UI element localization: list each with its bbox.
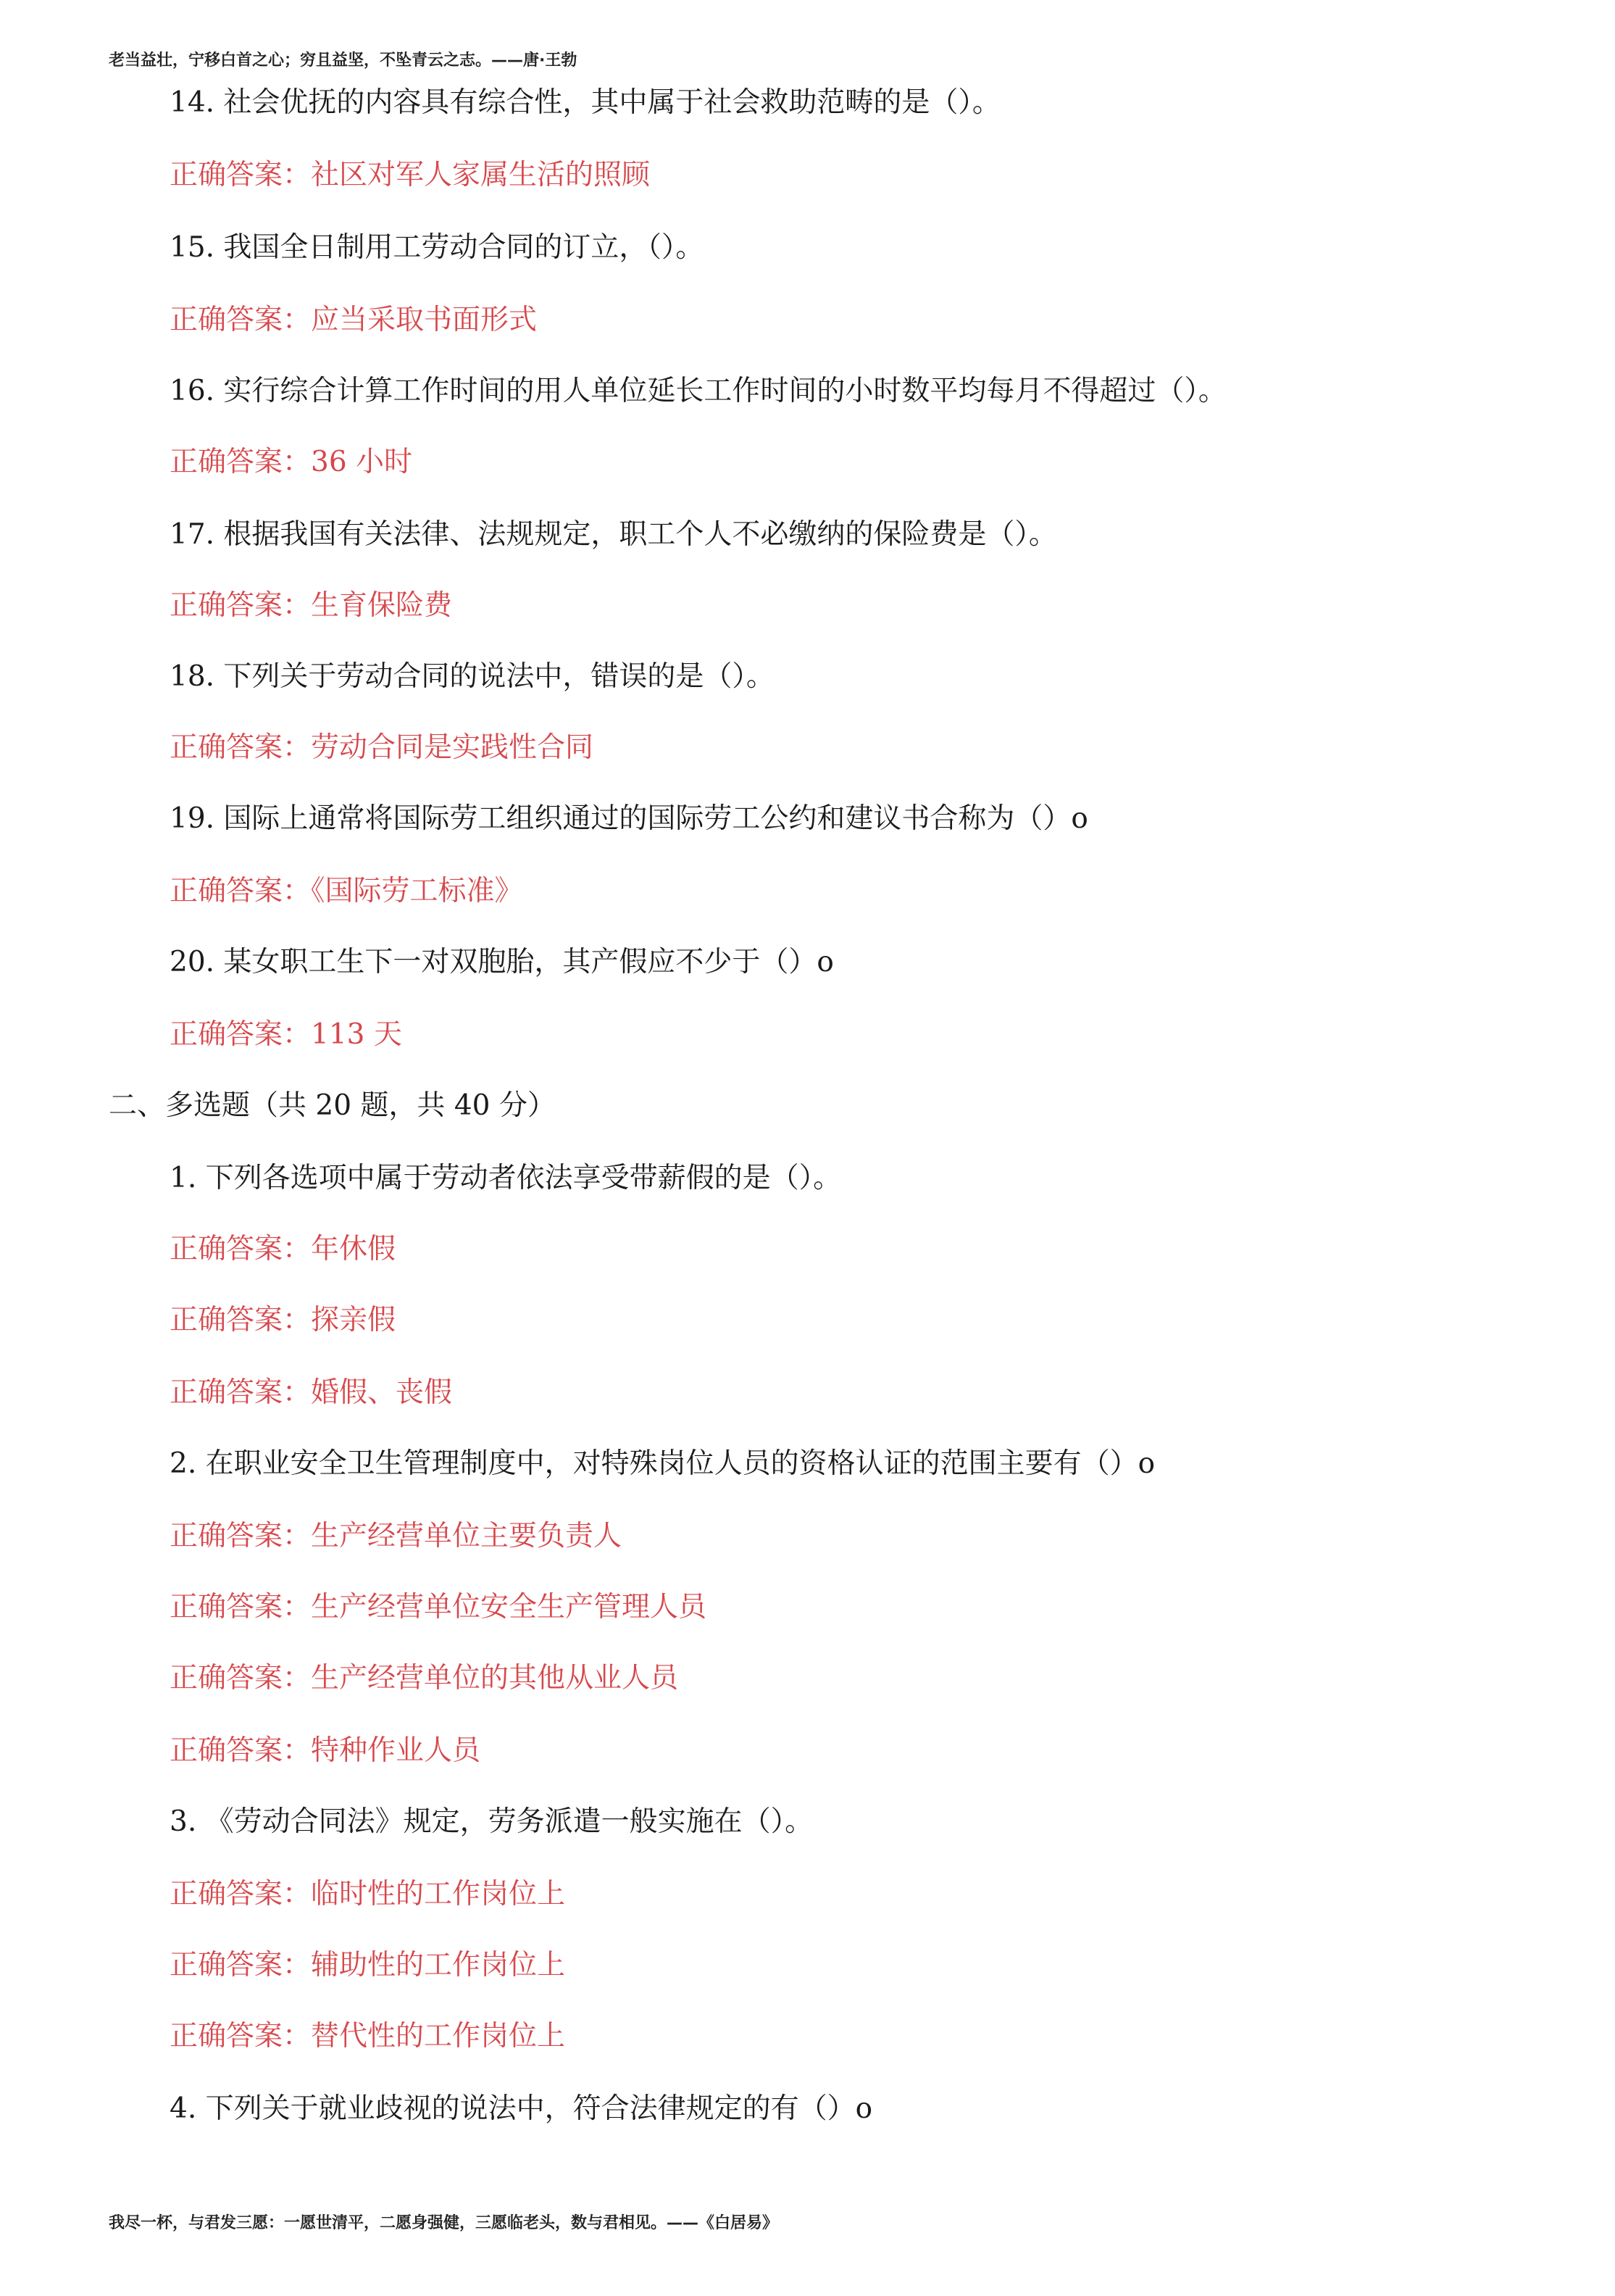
question-text: 3. 《劳动合同法》规定，劳务派遣一般实施在（）。 — [170, 1805, 814, 1838]
question-text: 17. 根据我国有关法律、法规规定，职工个人不必缴纳的保险费是（）。 — [170, 518, 1057, 551]
question-text: 4. 下列关于就业歧视的说法中，符合法律规定的有（）o — [170, 2092, 873, 2125]
footer-quote: 我尽一杯，与君发三愿：一愿世清平，二愿身强健，三愿临老头，数与君相见。——《白居易》 — [109, 2214, 779, 2232]
question-text: 15. 我国全日制用工劳动合同的订立，（）。 — [170, 231, 704, 264]
answer-text: 正确答案：辅助性的工作岗位上 — [170, 1949, 566, 1981]
section-heading: 二、多选题（共 20 题，共 40 分） — [109, 1089, 556, 1122]
answer-text: 正确答案：婚假、丧假 — [170, 1376, 453, 1409]
answer-text: 正确答案：36 小时 — [170, 446, 413, 478]
answer-text: 正确答案：生育保险费 — [170, 589, 453, 622]
answer-text: 正确答案：生产经营单位的其他从业人员 — [170, 1662, 679, 1694]
answer-text: 正确答案：探亲假 — [170, 1304, 396, 1336]
answer-text: 正确答案：生产经营单位安全生产管理人员 — [170, 1591, 707, 1623]
answer-text: 正确答案：应当采取书面形式 — [170, 304, 538, 336]
answer-text: 正确答案：社区对军人家属生活的照顾 — [170, 159, 651, 191]
question-text: 18. 下列关于劳动合同的说法中，错误的是（）。 — [170, 660, 775, 693]
answer-text: 正确答案：替代性的工作岗位上 — [170, 2020, 566, 2052]
question-text: 16. 实行综合计算工作时间的用人单位延长工作时间的小时数平均每月不得超过（）。 — [170, 375, 1227, 407]
question-text: 14. 社会优抚的内容具有综合性，其中属于社会救助范畴的是（）。 — [170, 86, 1001, 119]
answer-text: 正确答案：生产经营单位主要负责人 — [170, 1520, 622, 1552]
answer-text: 正确答案：临时性的工作岗位上 — [170, 1878, 566, 1910]
answer-text: 正确答案：特种作业人员 — [170, 1734, 481, 1767]
answer-text: 正确答案：劳动合同是实践性合同 — [170, 731, 594, 764]
question-text: 19. 国际上通常将国际劳工组织通过的国际劳工公约和建议书合称为（）o — [170, 802, 1088, 835]
answer-text: 正确答案：113 天 — [170, 1018, 402, 1051]
question-text: 20. 某女职工生下一对双胞胎，其产假应不少于（）o — [170, 946, 834, 978]
question-text: 2. 在职业安全卫生管理制度中，对特殊岗位人员的资格认证的范围主要有（）o — [170, 1447, 1156, 1480]
answer-text: 正确答案：《国际劳工标准》 — [170, 875, 523, 907]
answer-text: 正确答案：年休假 — [170, 1233, 396, 1265]
question-text: 1. 下列各选项中属于劳动者依法享受带薪假的是（）。 — [170, 1162, 842, 1194]
header-quote: 老当益壮，宁移白首之心；穷且益坚，不坠青云之志。——唐·王勃 — [109, 51, 577, 70]
